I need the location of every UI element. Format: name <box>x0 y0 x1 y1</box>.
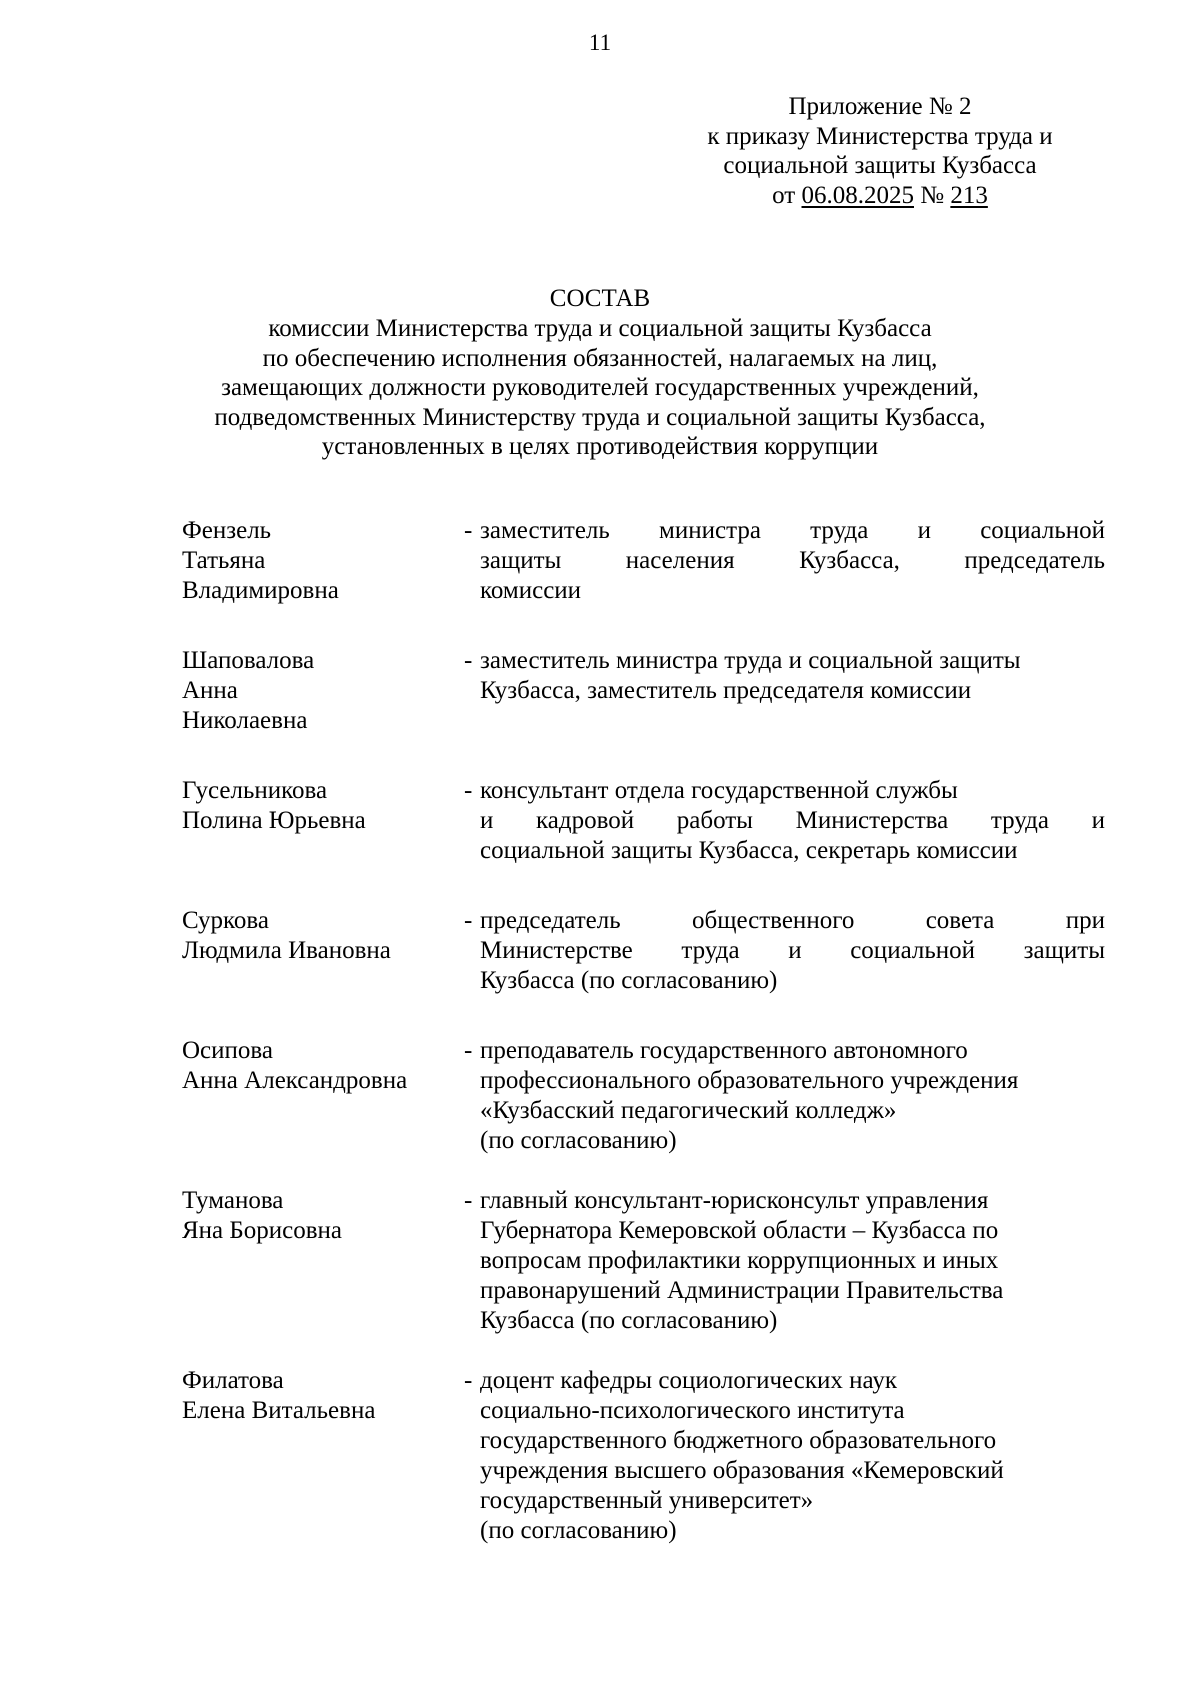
role-line: и кадровой работы Министерства труда и <box>480 807 1105 834</box>
name-line: Филатова <box>182 1367 284 1394</box>
member-role <box>480 646 1105 706</box>
number-prefix: № <box>914 181 951 209</box>
member-name <box>182 1036 462 1096</box>
document-title: СОСТАВ <box>549 285 651 312</box>
page-number: 11 <box>588 30 612 55</box>
appendix-line: к приказу Министерства труда и <box>707 122 1053 150</box>
name-line: Полина Юрьевна <box>182 807 366 834</box>
member-dash: - <box>464 647 473 674</box>
member-name <box>182 516 462 606</box>
subtitle-line: подведомственных Министерству труда и социальной защиты Кузбасса, <box>214 403 986 431</box>
document-subtitle <box>140 314 1060 462</box>
role-line: Министерстве труда и социальной защиты <box>480 937 1105 964</box>
member-dash: - <box>464 1037 473 1064</box>
role-line: правонарушений Администрации Правительства <box>480 1277 1004 1304</box>
order-number: 213 <box>950 181 988 209</box>
role-line: главный консультант-юрисконсульт управления <box>480 1187 989 1214</box>
member-dash: - <box>464 907 473 934</box>
role-line: (по согласованию) <box>480 1517 677 1544</box>
name-line: Татьяна <box>182 547 266 574</box>
role-line: комиссии <box>480 577 582 604</box>
role-line: вопросам профилактики коррупционных и иных <box>480 1247 999 1274</box>
name-line: Людмила Ивановна <box>182 937 391 964</box>
member-dash: - <box>464 517 473 544</box>
role-line: председатель общественного совета при <box>480 907 1105 934</box>
subtitle-line: по обеспечению исполнения обязанностей, налагаемых на лиц, <box>262 344 938 372</box>
role-line: (по согласованию) <box>480 1127 677 1154</box>
appendix-line: социальной защиты Кузбасса <box>723 152 1037 179</box>
role-line: Кузбасса (по согласованию) <box>480 967 778 994</box>
role-line: профессионального образовательного учреждения <box>480 1067 1019 1094</box>
name-line: Шаповалова <box>182 647 315 674</box>
name-line: Анна Александровна <box>182 1067 408 1094</box>
appendix-line: Приложение № 2 <box>788 93 972 120</box>
role-line: консультант отдела государственной службы <box>480 777 958 804</box>
subtitle-line: установленных в целях противодействия коррупции <box>321 433 879 460</box>
role-line: социально-психологического института <box>480 1397 905 1424</box>
name-line: Елена Витальевна <box>182 1397 376 1424</box>
role-line: преподаватель государственного автономного <box>480 1037 968 1064</box>
name-line: Владимировна <box>182 577 339 604</box>
member-name <box>182 1186 462 1246</box>
role-line: заместитель министра труда и социальной защиты <box>480 647 1021 674</box>
subtitle-line: замещающих должности руководителей государственных учреждений, <box>221 374 979 401</box>
name-line: Туманова <box>182 1187 284 1214</box>
appendix-header <box>600 92 1160 210</box>
member-name <box>182 646 462 736</box>
member-dash: - <box>464 1187 473 1214</box>
role-line: Губернатора Кемеровской области – Кузбасса по <box>480 1217 999 1244</box>
role-line: социальной защиты Кузбасса, секретарь комиссии <box>480 837 1018 864</box>
role-line: заместитель министра труда и социальной <box>480 517 1105 544</box>
member-name <box>182 776 462 836</box>
role-line: «Кузбасский педагогический колледж» <box>480 1097 897 1124</box>
date-prefix: от <box>772 181 802 209</box>
member-dash: - <box>464 777 473 804</box>
member-name <box>182 1366 462 1426</box>
name-line: Яна Борисовна <box>182 1217 343 1244</box>
role-line: Кузбасса (по согласованию) <box>480 1307 778 1334</box>
member-name <box>182 906 462 966</box>
order-date-line <box>600 181 1160 211</box>
role-line: государственный университет» <box>480 1487 814 1514</box>
role-line: защиты населения Кузбасса, председатель <box>480 547 1105 574</box>
name-line: Фензель <box>182 517 272 544</box>
role-line: государственного бюджетного образовательного <box>480 1427 997 1454</box>
member-role <box>480 1186 1105 1336</box>
member-role <box>480 1366 1105 1546</box>
subtitle-line: комиссии Министерства труда и социальной защиты Кузбасса <box>268 315 932 342</box>
role-line: учреждения высшего образования «Кемеровский <box>480 1457 1004 1484</box>
name-line: Гусельникова <box>182 777 328 804</box>
name-line: Осипова <box>182 1037 273 1064</box>
order-date: 06.08.2025 <box>801 181 914 209</box>
role-line: доцент кафедры социологических наук <box>480 1367 897 1394</box>
member-role <box>480 1036 1105 1156</box>
name-line: Николаевна <box>182 707 308 734</box>
name-line: Суркова <box>182 907 269 934</box>
role-line: Кузбасса, заместитель председателя комиссии <box>480 677 972 704</box>
member-role <box>480 906 1105 996</box>
member-role <box>480 516 1105 606</box>
member-dash: - <box>464 1367 473 1394</box>
name-line: Анна <box>182 677 238 704</box>
member-role <box>480 776 1105 866</box>
